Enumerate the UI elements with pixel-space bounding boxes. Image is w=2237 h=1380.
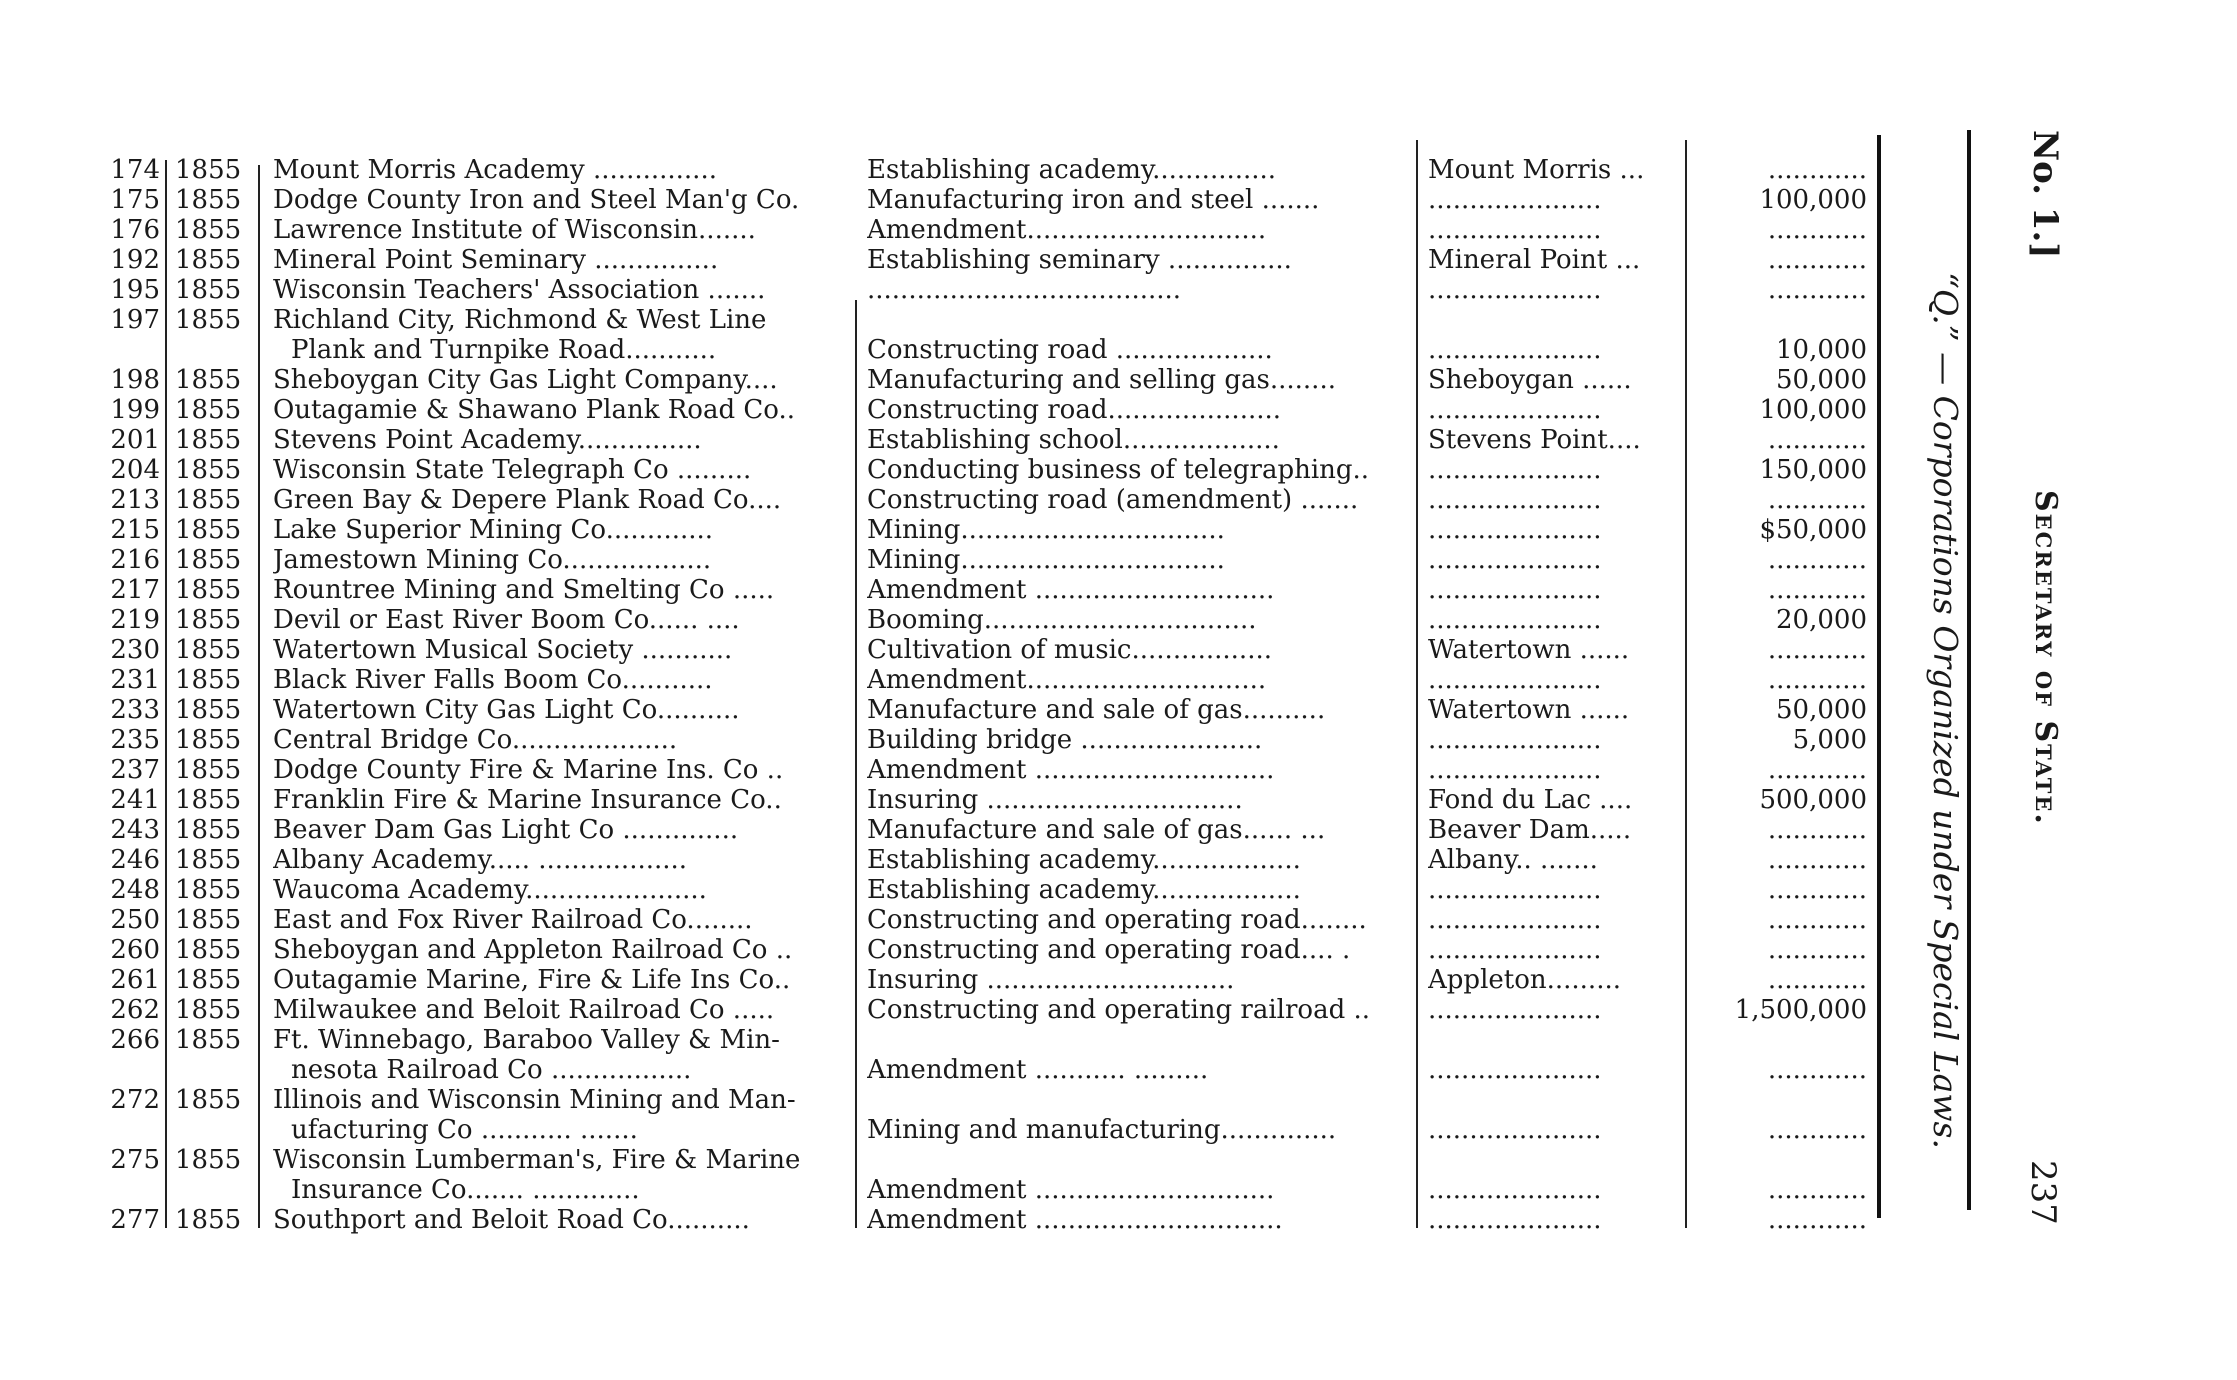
table-row: [0, 515, 1890, 545]
row-number: 246: [110, 845, 160, 875]
corporation-name: Wisconsin Lumberman's, Fire & Marine Insurance Co....... .............: [273, 1145, 801, 1205]
row-number: 216: [110, 545, 160, 575]
corporation-name: Albany Academy..... ..................: [273, 845, 688, 875]
corporation-name: Milwaukee and Beloit Railroad Co .....: [273, 995, 775, 1025]
corporation-object: Booming.................................: [867, 605, 1257, 635]
corporation-name: Black River Falls Boom Co...........: [273, 665, 713, 695]
corporation-capital: ............: [1767, 155, 1867, 185]
table-row: [0, 155, 1890, 185]
table-row: [0, 1145, 1890, 1205]
corporation-object: Amendment.............................: [867, 215, 1267, 245]
table-row: [0, 275, 1890, 305]
corporation-capital: 5,000: [1792, 725, 1867, 755]
corporation-capital: ............: [1767, 905, 1867, 935]
row-number: 243: [110, 815, 160, 845]
corporation-location: .....................: [1428, 1055, 1602, 1085]
row-year: 1855: [175, 395, 242, 425]
corporation-capital: ............: [1767, 485, 1867, 515]
table-row: [0, 635, 1890, 665]
corporation-name: Watertown City Gas Light Co..........: [273, 695, 740, 725]
corporation-location: Stevens Point....: [1428, 425, 1641, 455]
corporation-object: Mining................................: [867, 545, 1225, 575]
corporation-location: .....................: [1428, 755, 1602, 785]
corporation-object: Constructing and operating road........: [867, 905, 1367, 935]
corporation-object: Mining................................: [867, 515, 1225, 545]
table-row: [0, 545, 1890, 575]
corporation-name: Devil or East River Boom Co...... ....: [273, 605, 740, 635]
corporation-name: Sheboygan City Gas Light Company....: [273, 365, 778, 395]
corporation-object: Conducting business of telegraphing..: [867, 455, 1370, 485]
corporation-location: .....................: [1428, 485, 1602, 515]
corporation-location: .....................: [1428, 1115, 1602, 1145]
corporation-name: Dodge County Fire & Marine Ins. Co ..: [273, 755, 784, 785]
row-number: 204: [110, 455, 160, 485]
corporation-location: .....................: [1428, 275, 1602, 305]
row-year: 1855: [175, 515, 242, 545]
corporation-object: Constructing and operating road.... .: [867, 935, 1351, 965]
row-number: 235: [110, 725, 160, 755]
corporation-capital: ............: [1767, 935, 1867, 965]
table-row: [0, 815, 1890, 845]
row-number: 219: [110, 605, 160, 635]
corporation-object: Amendment .............................: [867, 755, 1275, 785]
corporation-location: Beaver Dam.....: [1428, 815, 1632, 845]
corporation-location: .....................: [1428, 875, 1602, 905]
row-number: 260: [110, 935, 160, 965]
table-row: [0, 1025, 1890, 1085]
corporation-name: Wisconsin Teachers' Association .......: [273, 275, 766, 305]
corporation-location: .....................: [1428, 935, 1602, 965]
corporation-location: .....................: [1428, 545, 1602, 575]
row-year: 1855: [175, 455, 242, 485]
row-number: 233: [110, 695, 160, 725]
row-year: 1855: [175, 665, 242, 695]
row-year: 1855: [175, 815, 242, 845]
corporation-name: East and Fox River Railroad Co........: [273, 905, 753, 935]
corporation-name: Mineral Point Seminary ...............: [273, 245, 719, 275]
corporation-name: Green Bay & Depere Plank Road Co....: [273, 485, 782, 515]
row-year: 1855: [175, 1085, 242, 1115]
row-number: 272: [110, 1085, 160, 1115]
corporation-name: Watertown Musical Society ...........: [273, 635, 733, 665]
corporation-capital: ............: [1767, 425, 1867, 455]
row-number: 248: [110, 875, 160, 905]
table-row: [0, 995, 1890, 1025]
row-number: 201: [110, 425, 160, 455]
row-year: 1855: [175, 1025, 242, 1055]
row-number: 199: [110, 395, 160, 425]
column-rule: [165, 160, 167, 1228]
row-year: 1855: [175, 755, 242, 785]
corporation-location: Fond du Lac ....: [1428, 785, 1633, 815]
corporation-name: Lawrence Institute of Wisconsin.......: [273, 215, 756, 245]
table-row: [0, 905, 1890, 935]
corporation-capital: ............: [1767, 1175, 1867, 1205]
corporation-name: Waucoma Academy......................: [273, 875, 707, 905]
row-year: 1855: [175, 1205, 242, 1235]
row-number: 198: [110, 365, 160, 395]
table-row: [0, 875, 1890, 905]
table-row: [0, 665, 1890, 695]
row-number: 215: [110, 515, 160, 545]
corporation-location: .....................: [1428, 335, 1602, 365]
row-year: 1855: [175, 425, 242, 455]
column-rule: [258, 165, 260, 1228]
corporation-capital: 500,000: [1759, 785, 1867, 815]
corporation-name: Rountree Mining and Smelting Co .....: [273, 575, 775, 605]
corporation-capital: ............: [1767, 275, 1867, 305]
corporation-location: .....................: [1428, 575, 1602, 605]
corporation-location: .....................: [1428, 515, 1602, 545]
table-row: [0, 455, 1890, 485]
corporation-name: Wisconsin State Telegraph Co .........: [273, 455, 752, 485]
table-row: [0, 395, 1890, 425]
document-number: No. 1.]: [2025, 130, 2065, 259]
row-number: 192: [110, 245, 160, 275]
row-number: 176: [110, 215, 160, 245]
table-row: [0, 755, 1890, 785]
corporation-object: Constructing road ...................: [867, 335, 1273, 365]
column-rule: [1877, 135, 1881, 1218]
corporation-location: .....................: [1428, 395, 1602, 425]
corporation-location: .....................: [1428, 455, 1602, 485]
corporation-capital: ............: [1767, 635, 1867, 665]
corporation-capital: 10,000: [1776, 335, 1867, 365]
row-number: 217: [110, 575, 160, 605]
corporation-object: Amendment ..............................: [867, 1205, 1283, 1235]
corporation-object: Amendment ........... .........: [867, 1055, 1209, 1085]
row-year: 1855: [175, 575, 242, 605]
corporation-capital: ............: [1767, 665, 1867, 695]
row-year: 1855: [175, 875, 242, 905]
corporation-name: Mount Morris Academy ...............: [273, 155, 717, 185]
corporation-object: Constructing and operating railroad ..: [867, 995, 1371, 1025]
row-number: 237: [110, 755, 160, 785]
table-row: [0, 215, 1890, 245]
corporation-object: Building bridge ......................: [867, 725, 1263, 755]
corporation-capital: ............: [1767, 875, 1867, 905]
page-number: 237: [2023, 1160, 2063, 1225]
row-year: 1855: [175, 185, 242, 215]
page-subtitle: “Q.” — Corporations Organized under Special Laws.: [1926, 272, 1965, 1149]
table-row: [0, 245, 1890, 275]
corporation-object: Amendment .............................: [867, 1175, 1275, 1205]
row-year: 1855: [175, 305, 242, 335]
corporation-object: Manufacturing iron and steel .......: [867, 185, 1320, 215]
corporation-capital: 1,500,000: [1734, 995, 1867, 1025]
table-row: [0, 305, 1890, 365]
corporation-object: Establishing school...................: [867, 425, 1280, 455]
row-year: 1855: [175, 485, 242, 515]
row-year: 1855: [175, 845, 242, 875]
table-row: [0, 845, 1890, 875]
row-number: 230: [110, 635, 160, 665]
row-year: 1855: [175, 1145, 242, 1175]
corporation-name: Outagamie & Shawano Plank Road Co..: [273, 395, 795, 425]
corporation-capital: 150,000: [1759, 455, 1867, 485]
table-row: [0, 1205, 1890, 1235]
corporation-location: .....................: [1428, 185, 1602, 215]
corporation-capital: ............: [1767, 215, 1867, 245]
table-row: [0, 965, 1890, 995]
corporation-name: Ft. Winnebago, Baraboo Valley & Min- nesota Railroad Co .................: [273, 1025, 780, 1085]
corporation-name: Southport and Beloit Road Co..........: [273, 1205, 750, 1235]
corporation-object: Insuring ...............................: [867, 785, 1243, 815]
table-row: [0, 935, 1890, 965]
corporation-location: Albany.. .......: [1428, 845, 1598, 875]
corporation-name: Franklin Fire & Marine Insurance Co..: [273, 785, 782, 815]
row-year: 1855: [175, 155, 242, 185]
corporation-name: Sheboygan and Appleton Railroad Co ..: [273, 935, 793, 965]
row-year: 1855: [175, 785, 242, 815]
corporation-location: .....................: [1428, 995, 1602, 1025]
corporation-capital: 100,000: [1759, 185, 1867, 215]
row-year: 1855: [175, 725, 242, 755]
corporation-capital: 100,000: [1759, 395, 1867, 425]
row-number: 266: [110, 1025, 160, 1055]
row-year: 1855: [175, 965, 242, 995]
corporation-object: Establishing academy...............: [867, 155, 1277, 185]
corporation-name: Outagamie Marine, Fire & Life Ins Co..: [273, 965, 791, 995]
corporation-object: ......................................: [867, 275, 1182, 305]
row-number: 261: [110, 965, 160, 995]
corporation-location: .....................: [1428, 1175, 1602, 1205]
table-row: [0, 695, 1890, 725]
table-row: [0, 1085, 1890, 1145]
row-number: 213: [110, 485, 160, 515]
corporation-name: Illinois and Wisconsin Mining and Man- ufacturing Co ........... .......: [273, 1085, 796, 1145]
row-number: 231: [110, 665, 160, 695]
corporation-name: Central Bridge Co....................: [273, 725, 678, 755]
corporation-location: .....................: [1428, 905, 1602, 935]
corporation-object: Insuring ..............................: [867, 965, 1235, 995]
corporation-location: Mineral Point ...: [1428, 245, 1641, 275]
corporation-capital: ............: [1767, 1205, 1867, 1235]
corporation-location: .....................: [1428, 605, 1602, 635]
row-year: 1855: [175, 275, 242, 305]
corporation-capital: ............: [1767, 845, 1867, 875]
table-row: [0, 485, 1890, 515]
table-row: [0, 425, 1890, 455]
table-row: [0, 725, 1890, 755]
row-number: 277: [110, 1205, 160, 1235]
column-rule: [1416, 140, 1418, 1228]
corporation-object: Mining and manufacturing..............: [867, 1115, 1337, 1145]
corporation-capital: ............: [1767, 245, 1867, 275]
row-year: 1855: [175, 215, 242, 245]
corporation-location: .....................: [1428, 215, 1602, 245]
corporation-name: Stevens Point Academy...............: [273, 425, 702, 455]
column-rule: [1685, 140, 1687, 1228]
corporation-capital: 20,000: [1776, 605, 1867, 635]
corporation-location: Mount Morris ...: [1428, 155, 1645, 185]
corporation-capital: ............: [1767, 1115, 1867, 1145]
corporation-object: Manufacture and sale of gas..........: [867, 695, 1326, 725]
corporation-capital: ............: [1767, 815, 1867, 845]
corporation-object: Amendment .............................: [867, 575, 1275, 605]
table-row: [0, 365, 1890, 395]
table-row: [0, 605, 1890, 635]
row-year: 1855: [175, 995, 242, 1025]
corporation-capital: ............: [1767, 965, 1867, 995]
row-number: 250: [110, 905, 160, 935]
column-rule: [855, 300, 857, 1228]
corporation-name: Jamestown Mining Co..................: [273, 545, 712, 575]
corporation-name: Lake Superior Mining Co.............: [273, 515, 714, 545]
row-year: 1855: [175, 605, 242, 635]
row-year: 1855: [175, 365, 242, 395]
corporation-location: Sheboygan ......: [1428, 365, 1632, 395]
row-number: 195: [110, 275, 160, 305]
row-year: 1855: [175, 545, 242, 575]
row-number: 197: [110, 305, 160, 335]
corporation-object: Manufacturing and selling gas........: [867, 365, 1336, 395]
table-row: [0, 785, 1890, 815]
table-row: [0, 185, 1890, 215]
corporation-object: Establishing academy..................: [867, 875, 1301, 905]
table-row: [0, 575, 1890, 605]
corporation-capital: ............: [1767, 755, 1867, 785]
running-head: Secretary of State.: [2028, 490, 2063, 826]
corporation-location: Watertown ......: [1428, 695, 1630, 725]
corporation-name: Richland City, Richmond & West Line Plank and Turnpike Road...........: [273, 305, 767, 365]
corporation-name: Beaver Dam Gas Light Co ..............: [273, 815, 739, 845]
corporation-name: Dodge County Iron and Steel Man'g Co.: [273, 185, 800, 215]
corporation-location: .....................: [1428, 1205, 1602, 1235]
row-year: 1855: [175, 695, 242, 725]
corporation-location: Watertown ......: [1428, 635, 1630, 665]
row-number: 275: [110, 1145, 160, 1175]
row-number: 262: [110, 995, 160, 1025]
corporation-object: Constructing road (amendment) .......: [867, 485, 1359, 515]
row-number: 241: [110, 785, 160, 815]
corporation-capital: ............: [1767, 1055, 1867, 1085]
row-year: 1855: [175, 905, 242, 935]
corporation-capital: ............: [1767, 575, 1867, 605]
row-number: 174: [110, 155, 160, 185]
corporation-capital: 50,000: [1776, 695, 1867, 725]
corporation-location: .....................: [1428, 725, 1602, 755]
corporation-object: Manufacture and sale of gas...... ...: [867, 815, 1326, 845]
corporation-capital: $50,000: [1759, 515, 1867, 545]
row-number: 175: [110, 185, 160, 215]
corporation-location: Appleton.........: [1428, 965, 1621, 995]
corporation-capital: 50,000: [1776, 365, 1867, 395]
corporation-capital: ............: [1767, 545, 1867, 575]
row-year: 1855: [175, 245, 242, 275]
corporation-object: Amendment.............................: [867, 665, 1267, 695]
corporation-object: Constructing road.....................: [867, 395, 1282, 425]
corporation-object: Cultivation of music.................: [867, 635, 1272, 665]
row-year: 1855: [175, 635, 242, 665]
row-year: 1855: [175, 935, 242, 965]
corporation-object: Establishing seminary ...............: [867, 245, 1292, 275]
corporation-object: Establishing academy..................: [867, 845, 1301, 875]
corporation-location: .....................: [1428, 665, 1602, 695]
